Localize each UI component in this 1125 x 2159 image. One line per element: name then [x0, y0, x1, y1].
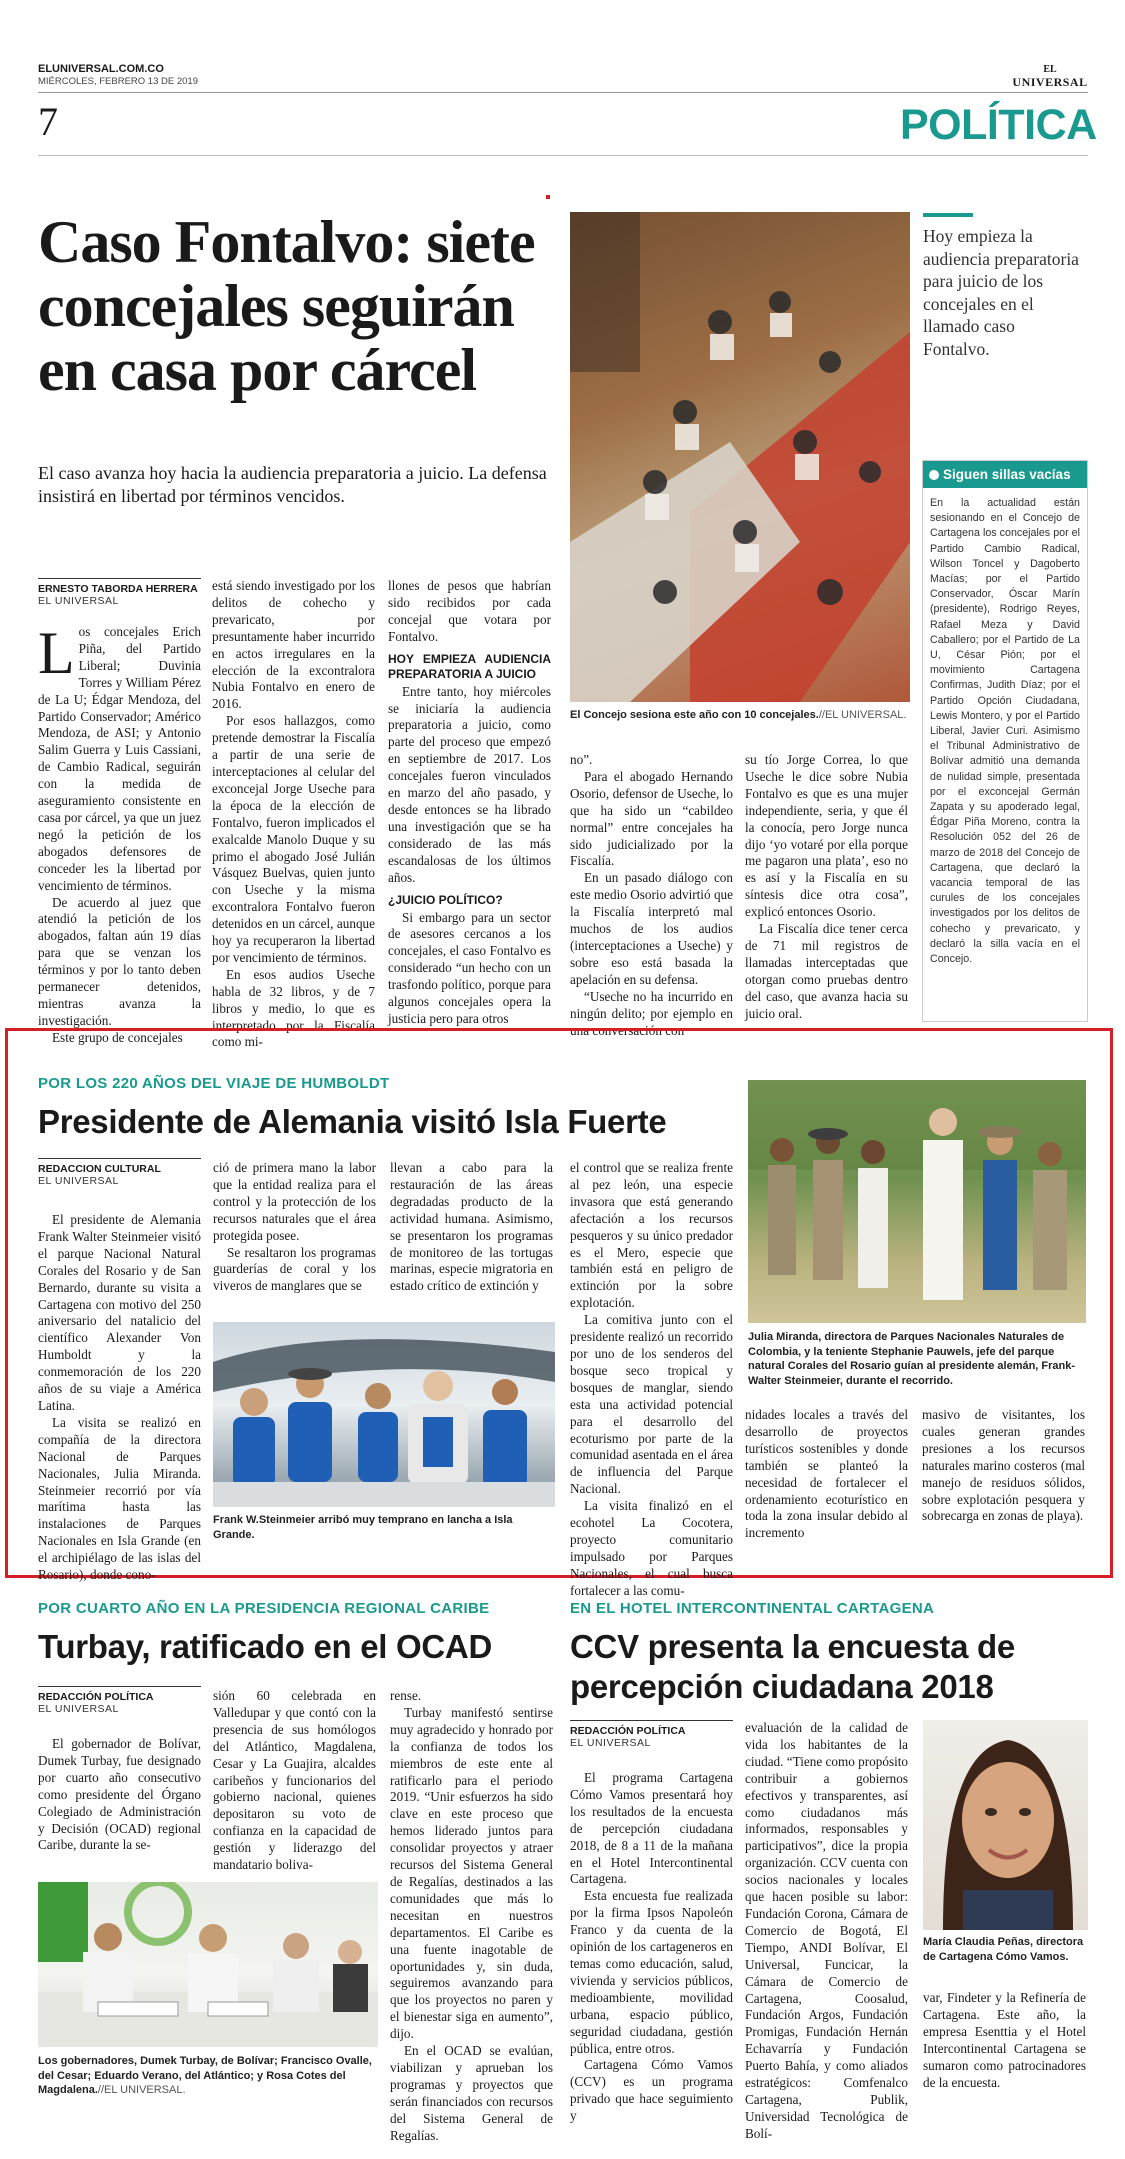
article1-headline[interactable]: Caso Fontalvo: siete concejales seguirán en casa por cárcel: [38, 209, 535, 403]
portrait-illustration: [923, 1720, 1088, 1930]
a2-c5-p1: nidades locales a través del desarrollo de proyectos turísticos sostenibles y donde también se planteó la necesidad de fortalecer el ordenamiento ecoturístico en toda la zona insular debido al incremento: [745, 1407, 908, 1541]
a1-c3-p3: Si embargo para un sector de asesores cercanos a los concejales, el caso Fontalvo es considerado “un hecho con un trasfondo político, porque para algunos concejales opera la justicia pero para otros: [388, 909, 551, 1026]
article4-author: REDACCIÓN POLÍTICA: [570, 1720, 733, 1737]
park-walk-photo: [748, 1080, 1086, 1323]
a1-c4-p2: Para el abogado Hernando Osorio, defensor de Useche, lo que ha sido un “cabildeo normal” entre concejales ha sido judicializado por la Fiscalía.: [570, 768, 733, 869]
a4-c1-p2: Esta encuesta fue realizada por la firma Ipsos Napoleón Franco y da cuenta de la opinión de los cartageneros en temas como educación, salud, vivienda y servicios públicos, medioambiente, movilidad urbana, espacio público, seguridad ciudadana, gestión pública, entre otros.: [570, 1888, 733, 2056]
governors-caption-text: Los gobernadores, Dumek Turbay, de Bolívar; Francisco Ovalle, del Cesar; Eduardo Verano, del Atlántico; y Rosa Cotes del Magdalena.: [38, 2055, 372, 2096]
bullet-icon: [929, 470, 939, 480]
masthead-logo: [1010, 64, 1090, 88]
summary-accent-bar: [923, 213, 973, 217]
article1-col3: [388, 578, 551, 1028]
a2-c6-p1: masivo de visitantes, los cuales generan grandes presiones a los recursos naturales marino costeros (mal manejo de residuos sólidos, sobre explotación pesquera y sobrecarga en zonas de playa).: [922, 1407, 1085, 1524]
article2-col2: [213, 1160, 376, 1295]
a1-c5-p1: su tío Jorge Correa, lo que Useche le dice sobre Nubia Fontalvo es que es una mujer independiente, seria, y que él la conocía, pero Jorge nunca dijo ‘yo votaré por ella porque me pagaron una plata’, eso no es así y la Fiscalía en su síntesis dice otra cosa”, explicó entonces Osorio.: [745, 752, 908, 920]
article2-org: EL UNIVERSAL: [38, 1175, 119, 1187]
a2-c1-p2: La visita se realizó en compañía de la directora Nacional de Parques Nacionales, Julia Miranda. Steinmeier recorrió por vía marítima hasta las instalaciones de Parques Nacionales en Isla Grande (en el archipiélago de las islas del Rosario), donde cono-: [38, 1414, 201, 1583]
site-url[interactable]: ELUNIVERSAL.COM.CO: [38, 63, 164, 75]
a1-c5-p2: La Fiscalía dice tener cerca de 71 mil registros de llamadas interceptadas que otorgan como pruebas dentro del caso, que avanza hacia su juicio oral.: [745, 921, 908, 1021]
article2-kicker: POR LOS 220 AÑOS DEL VIAJE DE HUMBOLDT: [38, 1075, 390, 1092]
a2-c4-p3: La visita finalizó en el ecohotel La Cocotera, proyecto comunitario impulsado por Parques Nacionales, el cual busca fortalecer a las comu-: [570, 1498, 733, 1598]
a2-c2-p1: ció de primera mano la labor que la entidad realiza para el control y la protección de los recursos naturales que el área protegida posee.: [213, 1160, 376, 1243]
governors-photo-credit: //EL UNIVERSAL.: [97, 2084, 186, 2096]
a1-c4-p4: “Useche no ha incurrido en ningún delito; por ejemplo en una conversación con: [570, 988, 733, 1038]
governors-caption: [38, 2054, 378, 2098]
a2-c4-p2: La comitiva junto con el presidente realizó un recorrido por uno de los senderos del bosque seco tropical y bosques de manglar, siendo esta una actividad potencial para el desarrollo del ecoturismo por parte de la comunidad asentada en el área de influencia del Parque Nacional.: [570, 1312, 733, 1497]
article1-col1: [38, 620, 201, 1047]
article4-kicker: EN EL HOTEL INTERCONTINENTAL CARTAGENA: [570, 1600, 935, 1617]
a1-c2-p3: En esos audios Useche habla de 32 libros, y de 7 libros y medio, lo que es interpretado por la Fiscalía como mi-: [212, 966, 375, 1050]
a4-c2-p1: evaluación de la calidad de vida los habitantes de la ciudad. “Tiene como propósito contribuir a gobiernos efectivos y transparentes, así como ciudadanos más informados, responsables y participativos”, dice la propia organización. CCV cuenta con socios nacionales y locales que hacen posible su labor: Fundación Corona, Cámara de Comercio de Bogotá, El Tiempo, ANDI Bolívar, El Universal, Funcicar, la Cámara de Comercio de Cartagena, Coosalud, Fundación Argos, Fundación Promigas, Fundación Hernán Echavarría y Fundación Puerto Bahía, y como aliados estratégicos: Comfenalco Cartagena, Publik, Universidad Tecnológica de Bolí-: [745, 1720, 908, 2141]
a1-c4-p1: no”.: [570, 752, 593, 767]
governors-photo: [38, 1882, 378, 2047]
boat-illustration: [213, 1322, 555, 1507]
article2-col1: [38, 1212, 201, 1584]
a1-c2-p2: Por esos hallazgos, como pretende demostrar la Fiscalía a partir de una serie de interceptaciones al celular del exconcejal Jorge Useche para la época de la elección de Fontalvo, fueron implicados el exalcalde Manolo Duque y su primo el abogado José Julián Vásquez Buelvas, quien junto con Useche y la misma excontralora Fontalvo fueron detenidos en un cárcel, aunque hoy ya recuperaron la libertad por vencimiento de términos.: [212, 713, 375, 965]
park-walk-caption: Julia Miranda, directora de Parques Nacionales Naturales de Colombia, y la teniente Stephanie Pauwels, jefe del parque natural Corales del Rosario guían al presidente alemán, Frank-Walter Steinmeier, durante el recorrido.: [748, 1331, 1076, 1387]
article1-org: EL UNIVERSAL: [38, 595, 119, 607]
a3-c2-p1: sión 60 celebrada en Valledupar y que contó con la presencia de sus homólogos del Atlántico, Magdalena, Cesar y La Guajira, alcaldes caribeños y funcionarios del gobierno nacional, quienes depositaron su voto de confianza en la capacidad de gestión y liderazgo del mandatario boliva-: [213, 1688, 376, 1873]
a1-c3-subhead2: ¿JUICIO POLÍTICO?: [388, 892, 503, 907]
issue-date: MIÉRCOLES, FEBRERO 13 DE 2019: [38, 76, 198, 87]
article3-headline[interactable]: Turbay, ratificado en el OCAD: [38, 1628, 492, 1665]
article2-col4: [570, 1160, 733, 1600]
portrait-caption: María Claudia Peñas, directora de Cartagena Cómo Vamos.: [923, 1936, 1084, 1963]
article3-org: EL UNIVERSAL: [38, 1703, 119, 1715]
a2-c1-p1: El presidente de Alemania Frank Walter Steinmeier visitó el parque Nacional Natural Corales del Rosario y de San Bernardo, durante su visita a Cartagena con motivo del 250 aniversario del natalicio del científico Alexander Von Humboldt y la conmemoración de los 220 años de su viaje a América Latina.: [38, 1212, 201, 1413]
park-walk-illustration: [748, 1080, 1086, 1323]
article2-col5: [745, 1407, 908, 1542]
article4-col2: [745, 1720, 908, 2143]
a1-c1-p3: Este grupo de concejales: [52, 1029, 183, 1045]
logo-top: EL: [1043, 64, 1057, 75]
logo-bottom: UNIVERSAL: [1012, 75, 1088, 89]
article1-col4: [570, 752, 733, 1039]
article2-col3: [390, 1160, 553, 1295]
a1-c1-p2: De acuerdo al juez que atendió la petición de los abogados, faltan aún 19 días para que se venzan los términos y por lo tanto deben permanecer detenidos, mientras avanza la investigación.: [38, 894, 201, 1028]
a4-c1-p1: El programa Cartagena Cómo Vamos presentará hoy los resultados de la encuesta de percepción ciudadana 2018, de 8 a 11 de la mañana en el Hotel Intercontinental Cartagena.: [570, 1770, 733, 1887]
a3-c3-p2: Turbay manifestó sentirse muy agradecido y honrado por la confianza de todos los miembros de este ente al ratificarlo para el periodo 2019. “Unir esfuerzos ha sido clave en este proceso que hemos liderado juntos para consolidar proyectos y atraer recursos del Sistema General de Regalías, destinados a las comunidades que más lo necesitan en nuestros departamentos. El Caribe es una fuente inagotable de oportunidades y, sin duda, seguiremos avanzando para que los proyectos no paren y el bienestar siga en aumento”, dijo.: [390, 1704, 553, 2042]
a2-c2-p2: Se resaltaron los programas guarderías de coral y los viveros de manglares que se: [213, 1244, 376, 1294]
governors-illustration: [38, 1882, 378, 2047]
page-number: 7: [38, 99, 58, 144]
council-photo-caption: [570, 708, 910, 723]
boat-photo: [213, 1322, 555, 1507]
sidebar-header: [923, 461, 1087, 488]
a1-c3-p1: llones de pesos que habrían sido recibidos por cada concejal que votara por Fontalvo.: [388, 578, 551, 644]
article2-headline[interactable]: Presidente de Alemania visitó Isla Fuerte: [38, 1103, 667, 1140]
article3-col1: [38, 1736, 201, 1854]
article1-subtitle: El caso avanza hoy hacia la audiencia preparatoria a juicio. La defensa insistirá en libertad por términos vencidos.: [38, 463, 547, 506]
a2-c3-p1: llevan a cabo para la restauración de las áreas degradadas producto de la actividad humana. Asimismo, se presentaron los programas de monitoreo de las tortugas marinas, especie migratoria en estado crítico de extinción y: [390, 1160, 553, 1294]
article2-author: REDACCION CULTURAL: [38, 1158, 201, 1175]
a3-c3-p1: rense.: [390, 1688, 422, 1703]
a3-c1-p1: El gobernador de Bolívar, Dumek Turbay, fue designado por cuarto año consecutivo como presidente del Órgano Colegiado de Administración y Decisión (OCAD) regional Caribe, durante la se-: [38, 1736, 201, 1853]
a1-c2-p1: está siendo investigado por los delitos de cohecho y prevaricato, por presuntamente haber incurrido en actos irregulares en la elección de la excontralora Nubia Fontalvo en enero de 2016.: [212, 578, 375, 712]
article3-col3: [390, 1688, 553, 2144]
article4-headline[interactable]: CCV presenta la encuesta de percepción ciudadana 2018: [570, 1628, 1015, 1705]
article1-side-summary: Hoy empieza la audiencia preparatoria para juicio de los concejales en el llamado caso Fontalvo.: [923, 226, 1079, 359]
article4-org: EL UNIVERSAL: [570, 1737, 651, 1749]
article3-col2: [213, 1688, 376, 1874]
a1-c4-p3: En un pasado diálogo con este medio Osorio advirtió que la Fiscalía interpretó mal muchos de los audios (interceptaciones a Useche) y sobre eso está basada la apelación en su defensa.: [570, 870, 733, 987]
section-rule: [38, 155, 1088, 156]
council-photo-caption-text: El Concejo sesiona este año con 10 concejales.: [570, 709, 819, 721]
article1-col2: [212, 578, 375, 1051]
council-photo-credit: //EL UNIVERSAL.: [818, 709, 907, 721]
article1-author: ERNESTO TABORDA HERRERA: [38, 578, 201, 595]
article3-byline: [38, 1686, 201, 1715]
article1-col5: [745, 752, 908, 1023]
council-session-illustration: [570, 212, 910, 702]
a1-c1-p1: os concejales Erich Piña, del Partido Liberal; Duvinia Torres y William Pérez de La U; Édgar Mendoza, del Partido Conservador; Américo Mendoza, de ASI; y Antonio Salim Guerra y Luis Cassiani, de Cambio Radical, seguirán con la medida de aseguramiento consistente en casa por cárcel, ya que un juez negó la petición de los abogados defensores de conceder les la libertad por vencimiento de términos.: [38, 624, 201, 893]
sidebar-text: En la actualidad están sesionando en el Concejo de Cartagena los concejales por el Partido Cambio Radical, Wilson Toncel y Dagoberto Macías; por el Partido Conservador, Óscar Marín (presidente), Rodrigo Reyes, Rafael Meza y David Caballero; por el Partido de La U, César Pión; por el movimiento Cartagena Confirmas, Judith Díaz; por el Partido Opción Ciudadana, Lewis Montero, y por el Partido Liberal, Javier Curi. Asimismo el Tribunal Administrativo de Bolívar admitió una demanda de nulidad simple, presentada por el exconcejal Germán Zapata y su apoderado legal, Édgar Piña Moreno, contra la Resolución 052 del 26 de marzo de 2018 del Concejo de Cartagena, que declaró la vacancia temporal de las curules de los concejales investigados por los delitos de cohecho y prevaricato, y declaró la silla vacía en el Concejo.: [930, 497, 1080, 966]
article4-col1: [570, 1770, 733, 2125]
red-marker: [546, 195, 550, 199]
dropcap: L: [38, 620, 75, 686]
article4-col3: [923, 1990, 1086, 2091]
article4-byline: [570, 1720, 733, 1749]
section-title[interactable]: POLÍTICA: [900, 101, 1097, 149]
article1-byline: [38, 578, 201, 607]
article2-byline: [38, 1158, 201, 1187]
council-session-photo: [570, 212, 910, 702]
article3-kicker: POR CUARTO AÑO EN LA PRESIDENCIA REGIONAL CARIBE: [38, 1600, 490, 1617]
sidebar-box: [922, 460, 1088, 1022]
a3-c3-p3: En el OCAD se evalúan, viabilizan y aprueban los programas y proyectos que serán financiados con recursos del Sistema General de Regalías.: [390, 2043, 553, 2143]
sidebar-title: Siguen sillas vacías: [943, 467, 1071, 482]
article2-col6: [922, 1407, 1085, 1525]
a4-c3-p1: var, Findeter y la Refinería de Cartagena. Este año, la empresa Esenttia y el Hotel Intercontinental Cartagena se sumaron como patrocinadores de la encuesta.: [923, 1990, 1086, 2090]
a1-c3-subhead1: HOY EMPIEZA AUDIENCIA PREPARATORIA A JUICIO: [388, 651, 551, 681]
portrait-photo: [923, 1720, 1088, 1930]
header-rule: [38, 92, 1088, 93]
a2-c4-p1: el control que se realiza frente al pez león, una especie invasora que está generando afectación a los recursos pesqueros y su único predador es el Mero, especie que también está en peligro de extinción por la sobre explotación.: [570, 1160, 733, 1311]
boat-photo-caption: Frank W.Steinmeier arribó muy temprano en lancha a Isla Grande.: [213, 1514, 513, 1541]
article3-author: REDACCIÓN POLÍTICA: [38, 1686, 201, 1703]
a1-c3-p2: Entre tanto, hoy miércoles se iniciaría la audiencia preparatoria a juicio, como parte del proceso que empezó en septiembre de 2017. Los concejales fueron vinculados en marzo del año pasado, y desde entonces se ha librado una investigación que se ha considerado de las más escandalosas de los últimos años.: [388, 683, 551, 885]
a4-c1-p3: Cartagena Cómo Vamos (CCV) es un programa privado que hace seguimiento y: [570, 2057, 733, 2124]
